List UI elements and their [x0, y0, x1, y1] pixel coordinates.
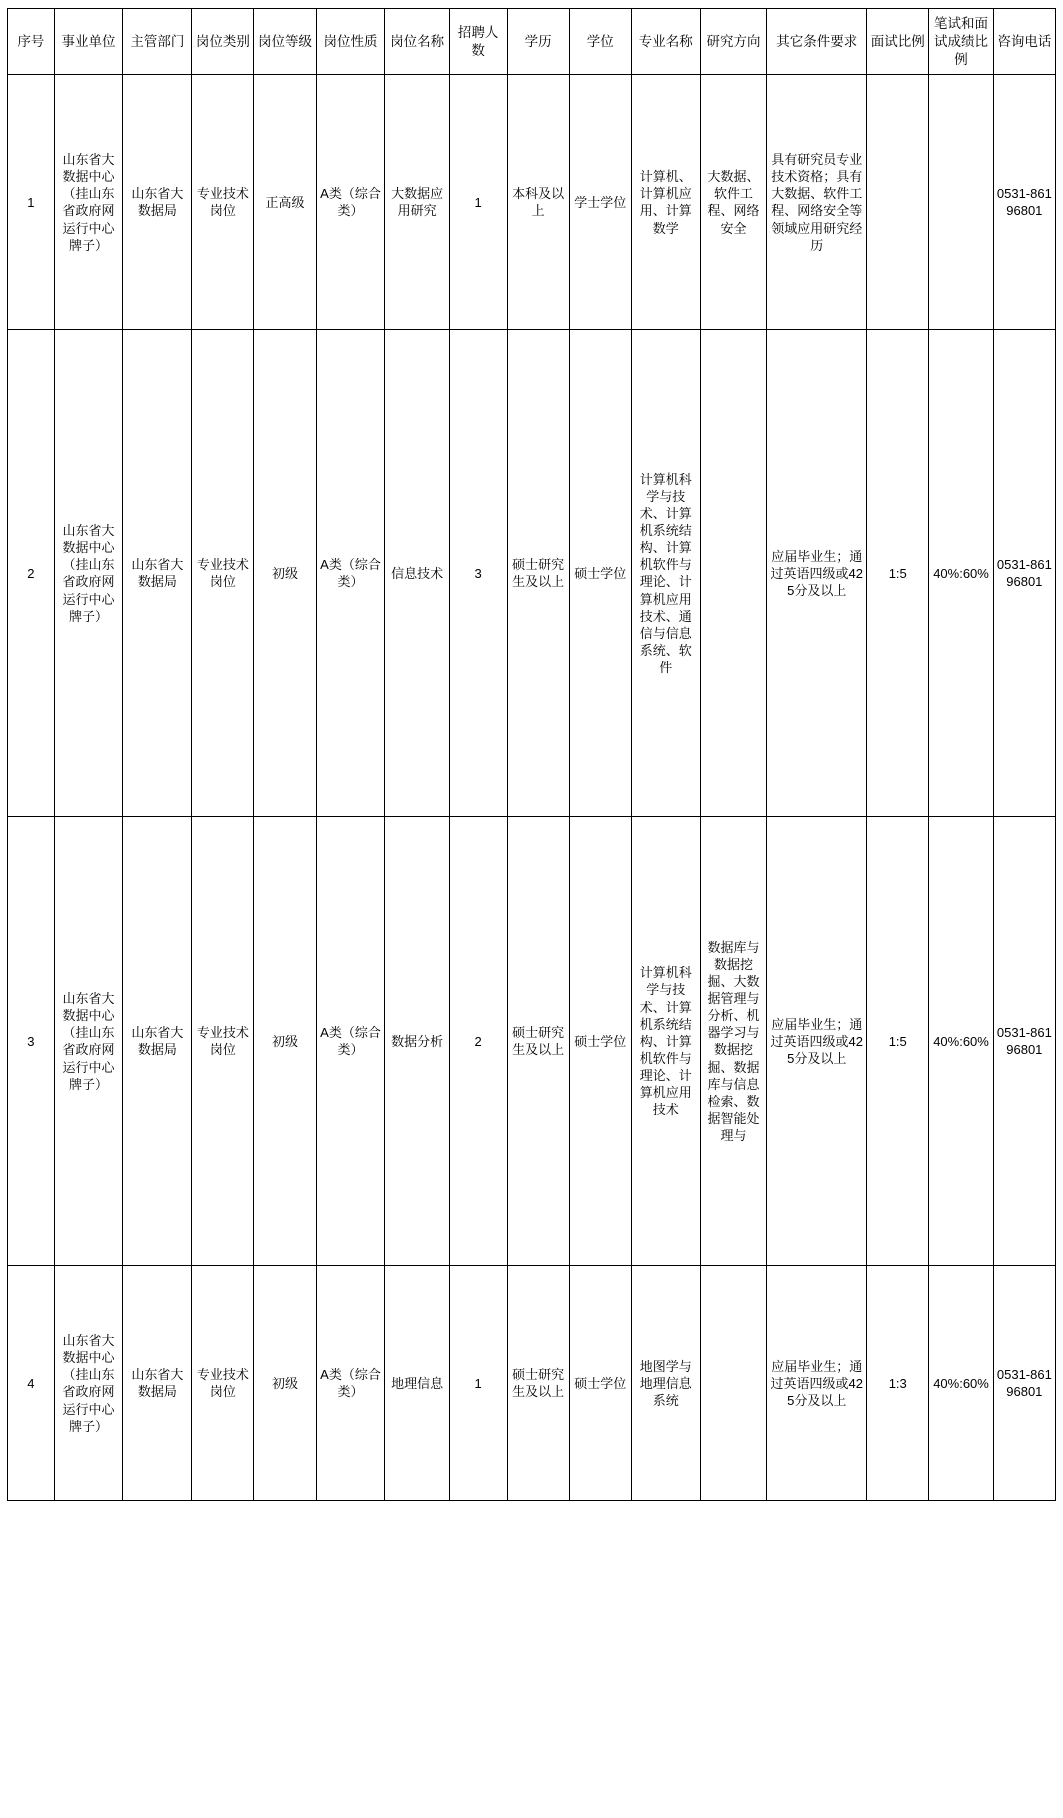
cell-post-name: 信息技术: [385, 330, 449, 817]
cell-no: 2: [8, 330, 55, 817]
cell-score-ratio: [929, 75, 993, 330]
cell-research: 数据库与数据挖掘、大数据管理与分析、机器学习与数据挖掘、数据库与信息检索、数据智能处理与: [700, 817, 767, 1266]
header-cell-level: 岗位等级: [254, 9, 316, 75]
header-cell-department: 主管部门: [123, 9, 192, 75]
cell-category: 专业技术岗位: [192, 1266, 254, 1501]
cell-other: 具有研究员专业技术资格；具有大数据、软件工程、网络安全等领域应用研究经历: [767, 75, 867, 330]
cell-count: 3: [449, 330, 507, 817]
cell-major: 地图学与地理信息系统: [631, 1266, 700, 1501]
cell-department: 山东省大数据局: [123, 817, 192, 1266]
cell-score-ratio: 40%:60%: [929, 330, 993, 817]
cell-phone: 0531-86196801: [993, 75, 1055, 330]
recruitment-table: [7, 8, 1056, 1501]
cell-other: 应届毕业生；通过英语四级或425分及以上: [767, 330, 867, 817]
cell-no: 1: [8, 75, 55, 330]
cell-phone: 0531-86196801: [993, 1266, 1055, 1501]
cell-department: 山东省大数据局: [123, 75, 192, 330]
cell-count: 1: [449, 75, 507, 330]
cell-category: 专业技术岗位: [192, 75, 254, 330]
cell-education: 硕士研究生及以上: [507, 1266, 569, 1501]
cell-department: 山东省大数据局: [123, 1266, 192, 1501]
cell-degree: 硕士学位: [569, 1266, 631, 1501]
header-cell-research: 研究方向: [700, 9, 767, 75]
cell-nature: A类（综合类）: [316, 817, 385, 1266]
cell-nature: A类（综合类）: [316, 1266, 385, 1501]
cell-score-ratio: 40%:60%: [929, 817, 993, 1266]
cell-other: 应届毕业生；通过英语四级或425分及以上: [767, 1266, 867, 1501]
header-cell-category: 岗位类别: [192, 9, 254, 75]
cell-level: 初级: [254, 817, 316, 1266]
cell-interview-ratio: [867, 75, 929, 330]
cell-score-ratio: 40%:60%: [929, 1266, 993, 1501]
table-row: [8, 330, 1056, 817]
table-header: [8, 9, 1056, 75]
table-body: [8, 75, 1056, 1501]
cell-degree: 硕士学位: [569, 330, 631, 817]
cell-post-name: 地理信息: [385, 1266, 449, 1501]
cell-unit: 山东省大数据中心（挂山东省政府网运行中心牌子）: [54, 1266, 123, 1501]
cell-degree: 学士学位: [569, 75, 631, 330]
cell-education: 本科及以上: [507, 75, 569, 330]
header-cell-post-name: 岗位名称: [385, 9, 449, 75]
cell-post-name: 大数据应用研究: [385, 75, 449, 330]
cell-education: 硕士研究生及以上: [507, 330, 569, 817]
cell-department: 山东省大数据局: [123, 330, 192, 817]
cell-nature: A类（综合类）: [316, 330, 385, 817]
cell-major: 计算机、计算机应用、计算数学: [631, 75, 700, 330]
header-cell-degree: 学位: [569, 9, 631, 75]
header-row: [8, 9, 1056, 75]
cell-degree: 硕士学位: [569, 817, 631, 1266]
header-cell-phone: 咨询电话: [993, 9, 1055, 75]
cell-no: 4: [8, 1266, 55, 1501]
cell-category: 专业技术岗位: [192, 330, 254, 817]
cell-unit: 山东省大数据中心（挂山东省政府网运行中心牌子）: [54, 75, 123, 330]
cell-unit: 山东省大数据中心（挂山东省政府网运行中心牌子）: [54, 817, 123, 1266]
cell-phone: 0531-86196801: [993, 817, 1055, 1266]
cell-interview-ratio: 1:5: [867, 817, 929, 1266]
cell-major: 计算机科学与技术、计算机系统结构、计算机软件与理论、计算机应用技术、通信与信息系统、软件: [631, 330, 700, 817]
table-row: [8, 75, 1056, 330]
cell-level: 初级: [254, 330, 316, 817]
header-cell-unit: 事业单位: [54, 9, 123, 75]
cell-other: 应届毕业生；通过英语四级或425分及以上: [767, 817, 867, 1266]
table-row: [8, 817, 1056, 1266]
cell-level: 正高级: [254, 75, 316, 330]
cell-no: 3: [8, 817, 55, 1266]
header-cell-count: 招聘人数: [449, 9, 507, 75]
header-cell-score-ratio: 笔试和面试成绩比例: [929, 9, 993, 75]
cell-research: [700, 1266, 767, 1501]
cell-major: 计算机科学与技术、计算机系统结构、计算机软件与理论、计算机应用技术: [631, 817, 700, 1266]
cell-category: 专业技术岗位: [192, 817, 254, 1266]
cell-nature: A类（综合类）: [316, 75, 385, 330]
header-cell-education: 学历: [507, 9, 569, 75]
header-cell-major: 专业名称: [631, 9, 700, 75]
cell-level: 初级: [254, 1266, 316, 1501]
cell-post-name: 数据分析: [385, 817, 449, 1266]
cell-interview-ratio: 1:3: [867, 1266, 929, 1501]
header-cell-interview-ratio: 面试比例: [867, 9, 929, 75]
cell-phone: 0531-86196801: [993, 330, 1055, 817]
table-row: [8, 1266, 1056, 1501]
header-cell-other: 其它条件要求: [767, 9, 867, 75]
cell-education: 硕士研究生及以上: [507, 817, 569, 1266]
cell-count: 2: [449, 817, 507, 1266]
header-cell-nature: 岗位性质: [316, 9, 385, 75]
cell-count: 1: [449, 1266, 507, 1501]
header-cell-no: 序号: [8, 9, 55, 75]
cell-research: [700, 330, 767, 817]
cell-research: 大数据、软件工程、网络安全: [700, 75, 767, 330]
cell-interview-ratio: 1:5: [867, 330, 929, 817]
cell-unit: 山东省大数据中心（挂山东省政府网运行中心牌子）: [54, 330, 123, 817]
